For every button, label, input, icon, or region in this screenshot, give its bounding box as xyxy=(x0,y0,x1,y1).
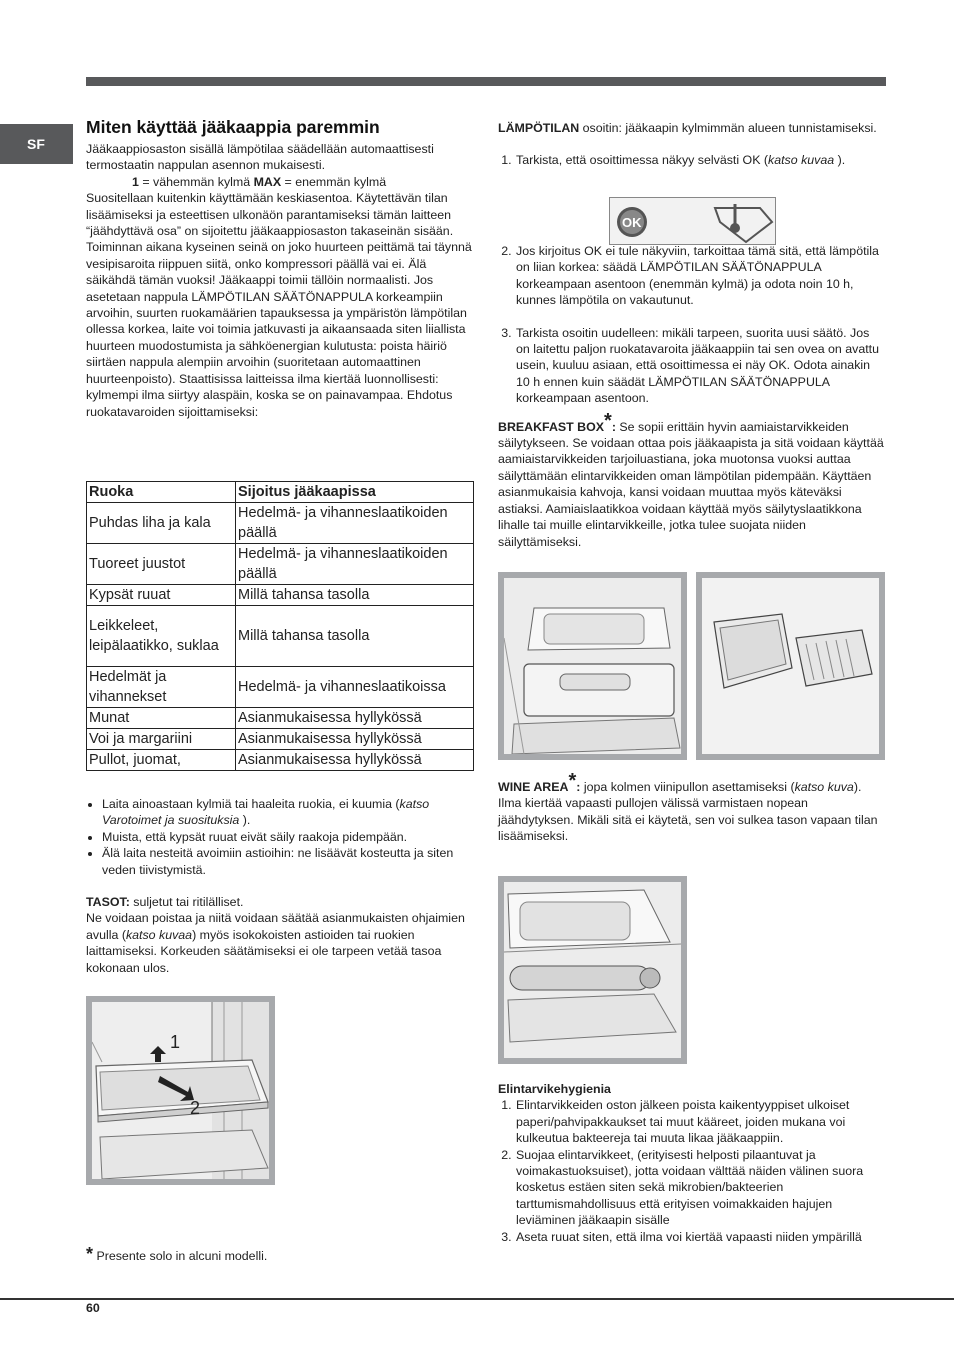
left-column xyxy=(86,117,476,420)
table-cell: Munat xyxy=(87,708,236,729)
wine-area-text: WINE AREA*: jopa kolmen viinipullon asettamiseksi (katso kuva). Ilma kiertää vapaasti pullojen välissä varmistaen nopean jäähdytyksen. Mikäli sitä ei käytetä, sen voi sulkea tason vapaan tilan lisäämiseksi. xyxy=(498,770,878,844)
table-header-row xyxy=(87,482,474,503)
ok-indicator-figure xyxy=(609,197,776,245)
table-cell: Kypsät ruuat xyxy=(87,585,236,606)
intro-text: Jääkaappiosaston sisällä lämpötilaa säädellään automaattisesti termostaatin nappulan asennon mukaisesti. xyxy=(86,142,434,173)
list-item: 2. Jos kirjoitus OK ei tule näkyviin, tarkoittaa tämä sitä, että lämpötila on liian korkea: säädä LÄMPÖTILAN SÄÄTÖNAPPULA korkeampaan asentoon (enemmän kylmä) ja odota noin 10 h, kunnes lämpötila on vakautunut. xyxy=(515,243,886,309)
figure-label-1: 1 xyxy=(170,1032,181,1052)
hygiene-list xyxy=(498,1097,886,1245)
table-row xyxy=(87,606,474,667)
breakfast-box-in-fridge-figure xyxy=(498,572,687,760)
hygiene-section xyxy=(498,1081,886,1245)
table-cell: Millä tahansa tasolla xyxy=(236,585,474,606)
footer-rule xyxy=(0,1298,954,1300)
table-cell: Asianmukaisessa hyllykössä xyxy=(236,708,474,729)
food-placement-table xyxy=(86,481,474,771)
wine-area-figure xyxy=(498,876,687,1064)
list-item: 1. Elintarvikkeiden oston jälkeen poista kaikentyyppiset ulkoiset paperi/pahvipakkaukset tai muut kääreet, joiden mukana voi kulkeutua bakteereja tai muuta likaa jääkaappiin. xyxy=(515,1097,886,1146)
table-cell: Pullot, juomat, xyxy=(87,750,236,771)
language-tab: SF xyxy=(0,124,73,164)
breakfast-box-tray-figure xyxy=(696,572,885,760)
list-item: • Älä laita nesteitä avoimiin astioihin: ne lisäävät kosteutta ja siten veden tiivistymistä. xyxy=(102,845,476,878)
body-text: Suositellaan kuitenkin käyttämään keskiasentoa. Käytettävän tilan lisäämiseksi ja esteettisen ulkonäön parantamiseksi tämän laitteen “jäähdyttävä osa” on sijoitettu jääkaappiosaston takaseinän sisään. Toiminnan aikana kyseinen seinä on joko huurteen peittämä tai täynnä vesipisaroita riippuen siitä, onko kompressori päällä vai ei. Älä säikähdä tämän vuoksi! Jääkaappi toimii tällöin normaalisti. Jos asetetaan nappula LÄMPÖTILAN SÄÄTÖNAPPULA korkeampiin arvoihin, suurten ruokamäärien tapauksessa ja ympäristön lämpötilan ollessa korkea, laite voi toimia jatkuvasti ja aikaansaada siten liiallista huurteen muodostumista ja sähköenergian kulutusta: poista häiriö siirtäen nappula alempiin arvoihin (suoritetaan automaattinen huurteenpoisto). Staattisissa laitteissa ilma kiertää luonnollisesti: kylmempi ilma siirtyy alaspäin, koska se on painavampaa. Ehdotus ruokatavaroiden sijoittamiseksi: xyxy=(86,191,472,419)
page-number: 60 xyxy=(86,1301,100,1315)
table-cell: Puhdas liha ja kala xyxy=(87,503,236,544)
list-item: 3. Tarkista osoitin uudelleen: mikäli tarpeen, suorita uusi säätö. Jos on laitettu paljon ruokatavaroita jääkaappiin tai sen ovea on avattu usein, kuuluu asiaan, että osoittimessa ei näy OK. Odota ainakin 10 h ennen kuin säädät LÄMPÖTILAN SÄÄTÖNAPPULA korkeampaan asentoon. xyxy=(515,325,886,407)
table-row xyxy=(87,729,474,750)
tips-list xyxy=(86,796,476,878)
scale-line: 1 = vähemmän kylmä MAX = enemmän kylmä xyxy=(132,174,387,189)
shelf-illustration xyxy=(92,1002,269,1179)
table-row xyxy=(87,667,474,708)
table-row xyxy=(87,503,474,544)
table-cell: Tuoreet juustot xyxy=(87,544,236,585)
table-cell: Voi ja margariini xyxy=(87,729,236,750)
breakfast-box-tray-illustration xyxy=(702,578,879,754)
list-item: 3. Aseta ruuat siten, että ilma voi kiertää vapaasti niiden ympärillä xyxy=(515,1229,886,1245)
table-header: Ruoka xyxy=(87,482,236,503)
left-notes xyxy=(86,796,476,976)
table-cell: Hedelmä- ja vihanneslaatikoiden päällä xyxy=(236,503,474,544)
table-cell: Hedelmä- ja vihanneslaatikoissa xyxy=(236,667,474,708)
wine-area-section xyxy=(498,770,886,845)
table-row xyxy=(87,750,474,771)
shelf-figure xyxy=(86,996,275,1185)
check-steps-continued xyxy=(498,243,886,407)
figure-label-2: 2 xyxy=(190,1098,201,1118)
check-steps xyxy=(498,152,886,168)
list-item: • Muista, että kypsät ruuat eivät säily raakoja pidempään. xyxy=(102,829,476,845)
table-row xyxy=(87,585,474,606)
temp-indicator-heading: LÄMPÖTILAN osoitin: jääkaapin kylmimmän alueen tunnistamiseksi. xyxy=(498,121,877,135)
footnote: * Presente solo in alcuni modelli. xyxy=(86,1244,268,1264)
header-bar xyxy=(86,77,886,86)
page-title: Miten käyttää jääkaappia paremmin xyxy=(86,117,380,137)
wine-area-illustration xyxy=(504,882,681,1058)
tasot-text: Ne voidaan poistaa ja niitä voidaan säätää asianmukaisten ohjaimien avulla (katso kuvaa) myös isokokoisten astioiden tai ruokien laittamiseksi. Korkeuden säätämiseksi ei ole tarpeen vetää tasoa kokonaan ulos. xyxy=(86,911,465,975)
table-cell: Leikkeleet, leipälaatikko, suklaa xyxy=(87,606,236,667)
table-cell: Millä tahansa tasolla xyxy=(236,606,474,667)
right-column-top xyxy=(498,120,886,169)
table-cell: Asianmukaisessa hyllykössä xyxy=(236,729,474,750)
table-cell: Hedelmät ja vihannekset xyxy=(87,667,236,708)
list-item: 2. Suojaa elintarvikkeet, (erityisesti helposti pilaantuvat ja voimakastuoksuiset), jotta voidaan välttää näiden välinen suora kosketus estäen siten sekä mikrobien/bakteerien tarttumismahdollisuus että erityisen voimakkaiden hajujen leviäminen jääkaapin sisälle xyxy=(515,1147,886,1229)
table-cell: Hedelmä- ja vihanneslaatikoiden päällä xyxy=(236,544,474,585)
table-header: Sijoitus jääkaapissa xyxy=(236,482,474,503)
table-row xyxy=(87,544,474,585)
breakfast-box-fridge-illustration xyxy=(504,578,681,754)
ok-label: OK xyxy=(622,215,642,230)
right-column-steps xyxy=(498,243,886,550)
hygiene-title: Elintarvikehygienia xyxy=(498,1082,611,1096)
list-item: • Laita ainoastaan kylmiä tai haaleita ruokia, ei kuumia (katso Varotoimet ja suosituksia ). xyxy=(102,796,476,829)
table-row xyxy=(87,708,474,729)
breakfast-box-text: BREAKFAST BOX*: Se sopii erittäin hyvin aamiaistarvikkeiden säilytykseen. Se voidaan ottaa pois jääkaapista ja sitä voidaan käyttää aamiaistarvikkeiden tarjoiluastiana, joka muotonsa vuoksi auttaa säilyttämään elintarvikkeiden oman lämpötilan pidempään. Käyttäen asianmukaisia kahvoja, kansi voidaan muuttaa myös käteväksi astiaksi. Aamiaislaatikkoa voidaan käyttää myös säilytyslaatikkona lihalle tai muille elintarvikkeille, jotka tulee suojata niiden säilyttämiseksi. xyxy=(498,409,884,549)
table-cell: Asianmukaisessa hyllykössä xyxy=(236,750,474,771)
list-item: 1. Tarkista, että osoittimessa näkyy selvästi OK (katso kuvaa ). xyxy=(515,152,886,168)
ok-indicator-illustration xyxy=(610,198,775,244)
tasot-heading: TASOT: suljetut tai ritilälliset. xyxy=(86,895,244,910)
